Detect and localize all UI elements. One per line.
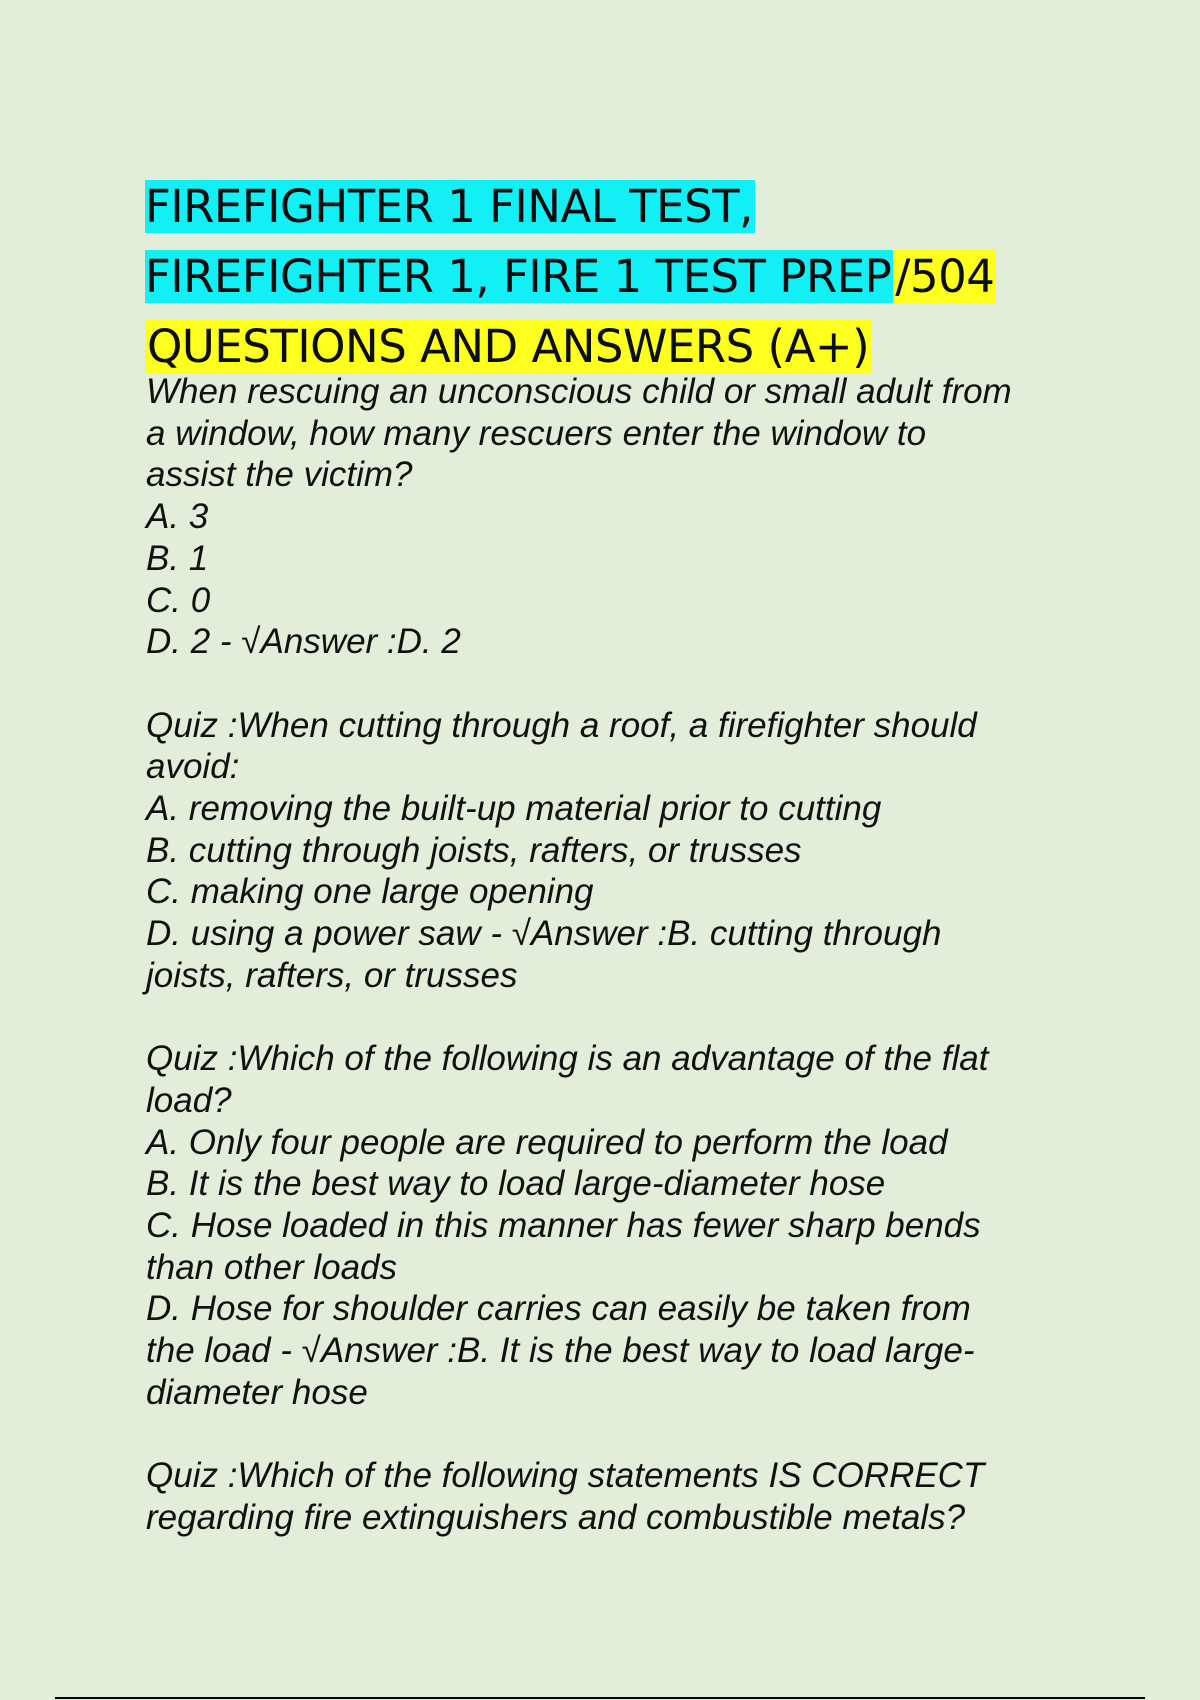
question-spacer bbox=[146, 663, 1076, 705]
question-spacer bbox=[146, 1414, 1076, 1456]
page-bottom-rule bbox=[55, 1697, 1145, 1699]
question-block bbox=[146, 371, 1076, 663]
question-line: load? bbox=[146, 1080, 232, 1120]
title-highlight-yellow: /504 bbox=[895, 250, 995, 303]
question-block bbox=[146, 705, 1076, 997]
title-line-2 bbox=[145, 242, 1075, 312]
question-line: Quiz :Which of the following statements IS CORRECT bbox=[146, 1456, 985, 1496]
question-line: assist the victim? bbox=[146, 455, 413, 495]
option-line: B. 1 bbox=[146, 538, 209, 578]
document-title bbox=[145, 172, 1075, 382]
option-line: B. cutting through joists, rafters, or trusses bbox=[146, 830, 802, 870]
option-line: D. Hose for shoulder carries can easily be taken from bbox=[146, 1289, 971, 1329]
question-line: a window, how many rescuers enter the window to bbox=[146, 413, 927, 453]
answer-line: D. using a power saw - √Answer :B. cutting through bbox=[146, 914, 942, 954]
title-line-1 bbox=[145, 172, 1075, 242]
questions-body bbox=[146, 371, 1076, 1539]
question-block bbox=[146, 1038, 1076, 1413]
option-line: C. 0 bbox=[146, 580, 211, 620]
title-highlight-cyan: FIREFIGHTER 1 FINAL TEST, bbox=[145, 180, 753, 233]
option-line: C. making one large opening bbox=[146, 872, 594, 912]
question-line: Quiz :When cutting through a roof, a firefighter should bbox=[146, 705, 977, 745]
answer-line: diameter hose bbox=[146, 1372, 368, 1412]
question-line: avoid: bbox=[146, 747, 240, 787]
option-line: B. It is the best way to load large-diameter hose bbox=[146, 1164, 886, 1204]
title-highlight-yellow: QUESTIONS AND ANSWERS (A+) bbox=[147, 320, 870, 373]
option-line: A. Only four people are required to perform the load bbox=[146, 1122, 948, 1162]
question-block bbox=[146, 1455, 1076, 1538]
answer-line: D. 2 - √Answer :D. 2 bbox=[146, 622, 461, 662]
option-line: A. removing the built-up material prior to cutting bbox=[146, 789, 882, 829]
question-line: When rescuing an unconscious child or small adult from bbox=[146, 372, 1012, 411]
answer-line: joists, rafters, or trusses bbox=[146, 955, 518, 995]
option-line: than other loads bbox=[146, 1247, 398, 1287]
answer-line: the load - √Answer :B. It is the best way to load large- bbox=[146, 1331, 975, 1371]
option-line: A. 3 bbox=[146, 497, 209, 537]
question-line: Quiz :Which of the following is an advantage of the flat bbox=[146, 1039, 989, 1079]
question-line: regarding fire extinguishers and combustible metals? bbox=[146, 1497, 966, 1537]
title-highlight-cyan: FIREFIGHTER 1, FIRE 1 TEST PREP bbox=[145, 250, 892, 303]
question-spacer bbox=[146, 997, 1076, 1039]
option-line: C. Hose loaded in this manner has fewer sharp bends bbox=[146, 1206, 981, 1246]
